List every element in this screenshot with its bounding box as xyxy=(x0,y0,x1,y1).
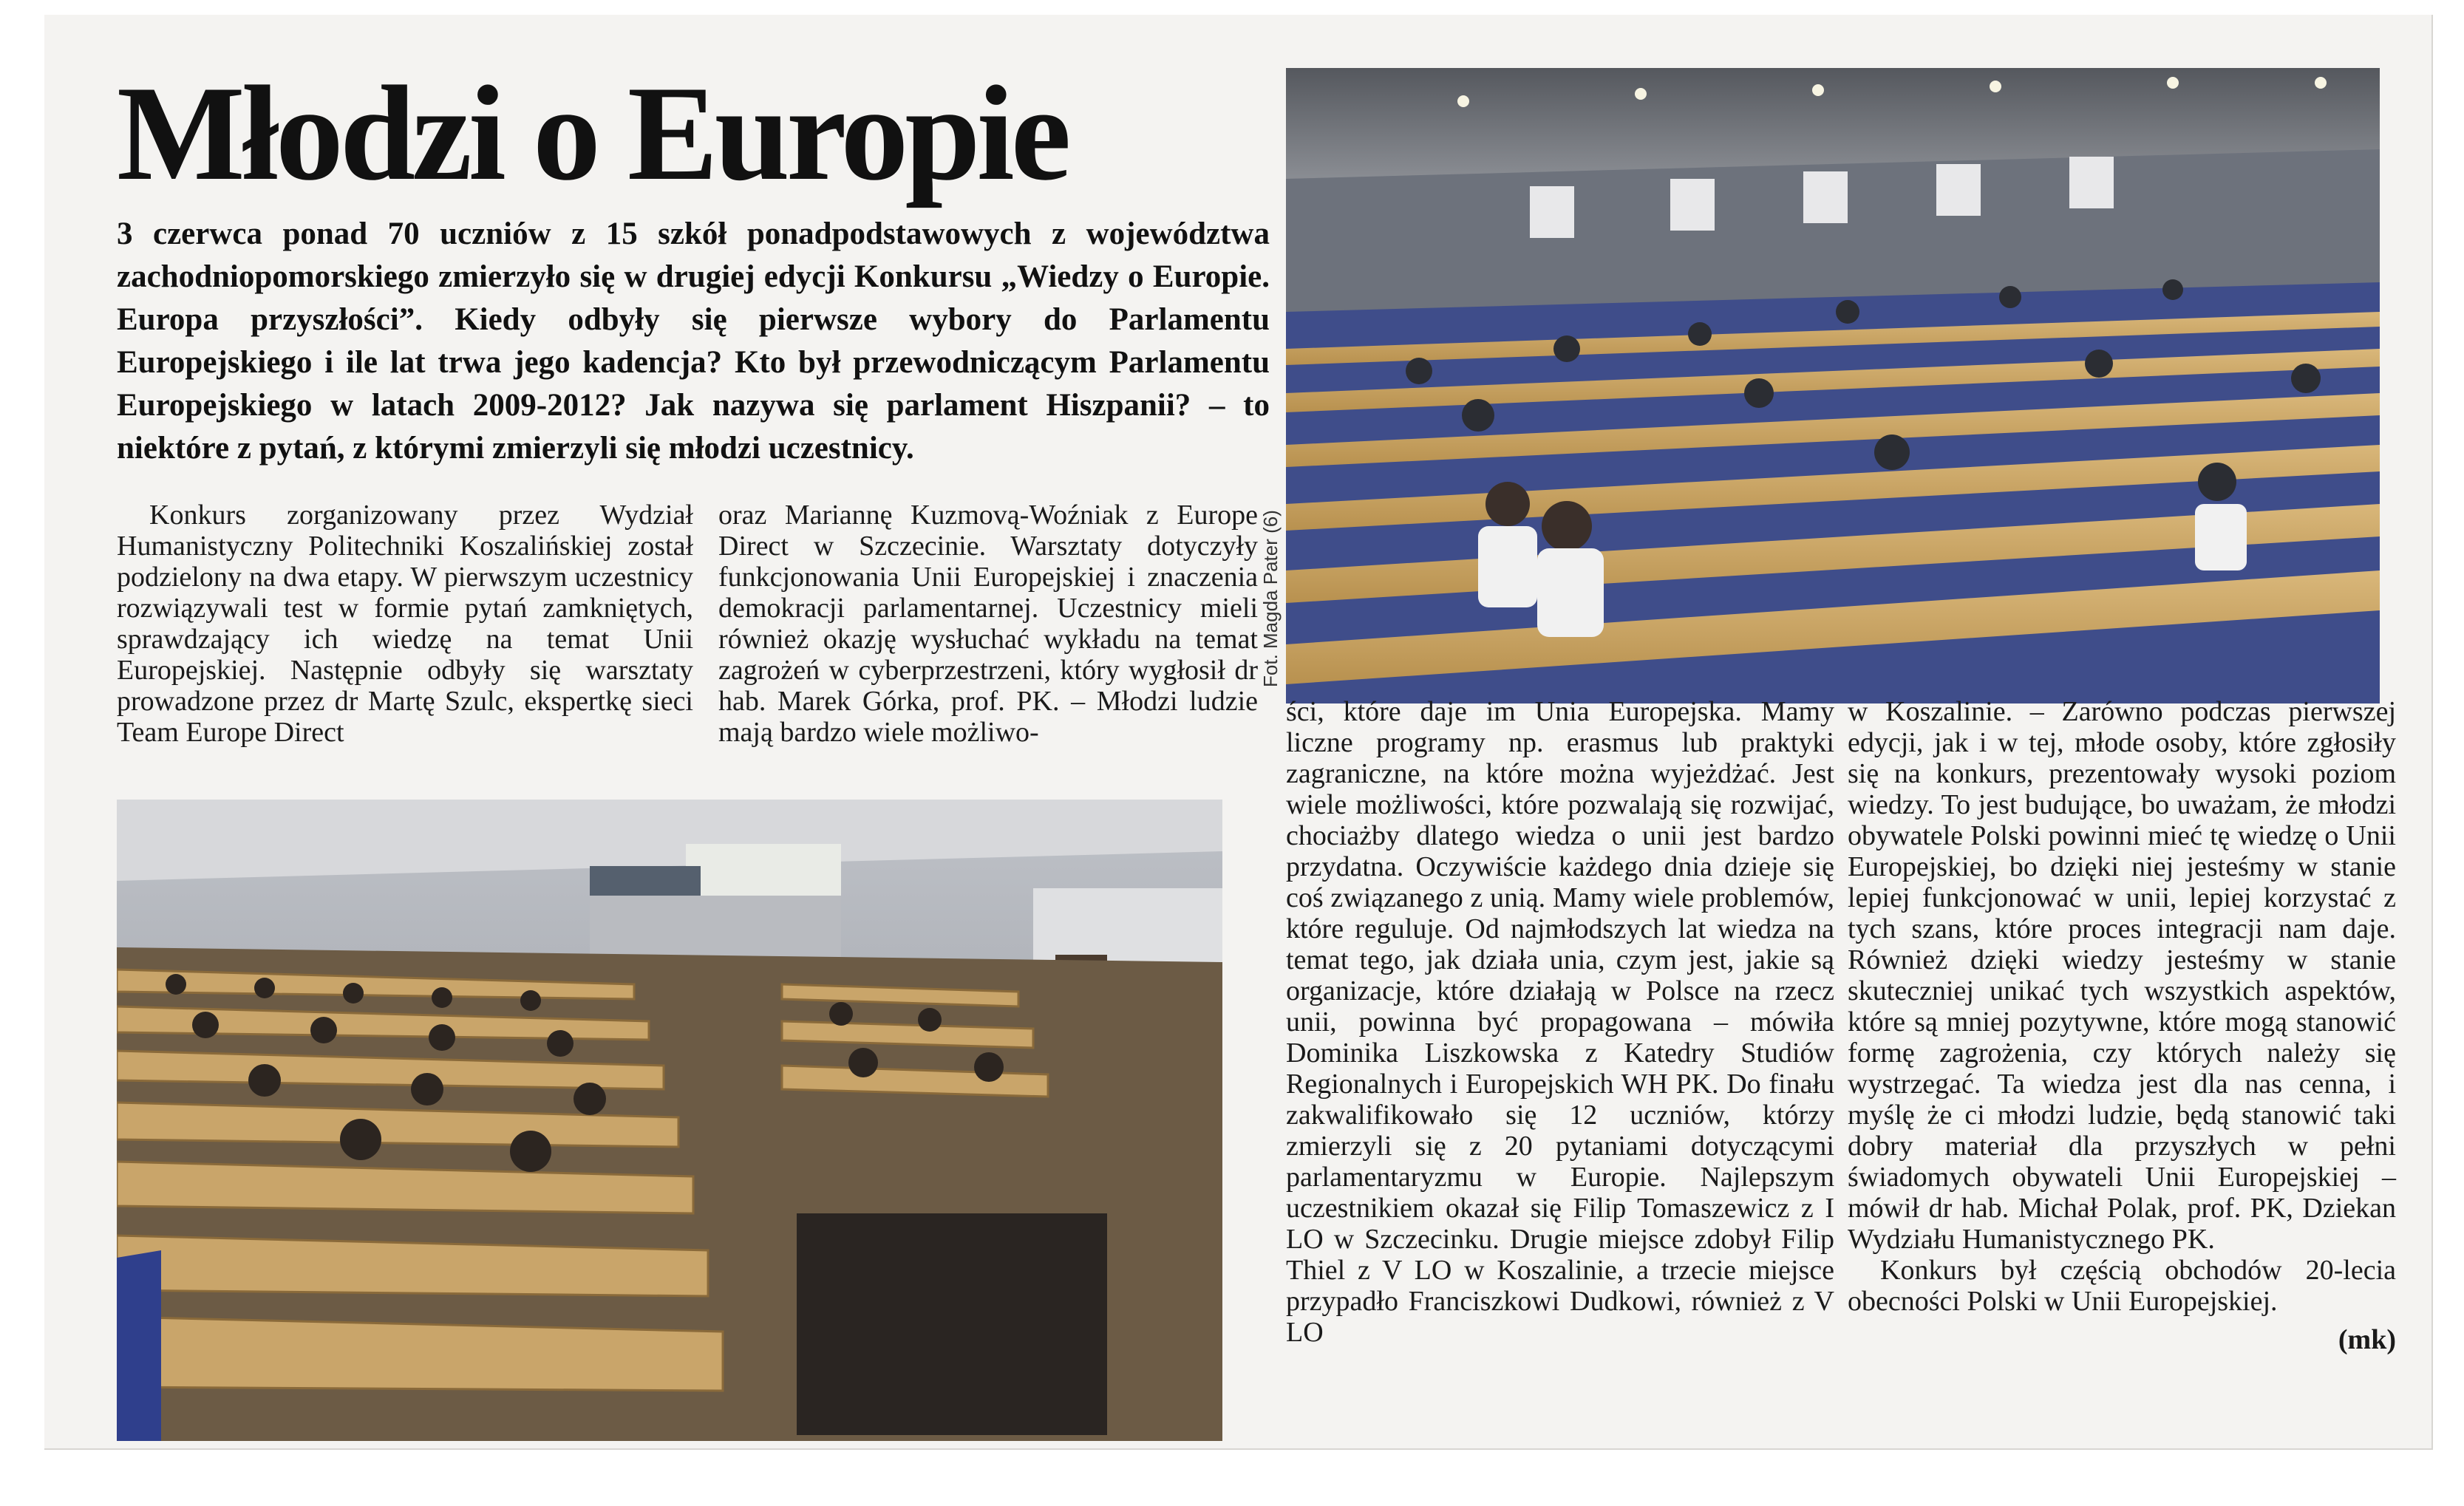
column-3-paragraph: ści, które daje im Unia Europejska. Mamy liczne programy np. erasmus lub praktyki zagraniczne, na które można wyjeżdżać. Jest wiele możliwości, które pozwalają się rozwijać, chociażby dlatego wiedza o unii jest bardzo przydatna. Oczywiście każdego dnia dzieje się coś związanego z unią. Mamy wiele problemów, które reguluje. Od najmłodszych lat wiedza na temat tego, jak działa unia, czym jest, jakie są organizacje, które działają w Polsce na rzecz unii, powinna być propagowana – mówiła Dominika Liszkowska z Katedry Studiów Regionalnych i Europejskich WH PK. Do finału zakwalifikowało się 12 uczniów, którzy zmierzyli się z 20 pytaniami dotyczącymi parlamentaryzmu w Europie. Najlepszym uczestnikiem okazał się Filip Tomaszewicz z I LO w Szczecinku. Drugie miejsce zdobył Filip Thiel z V LO w Koszalinie, a trzecie miejsce przypadło Franciszkowi Dudkowi, również z V LO xyxy=(1286,696,1834,1348)
article-column-4 xyxy=(1848,696,2396,1355)
author-signature: (mk) xyxy=(2338,1324,2396,1355)
column-4-paragraph: w Koszalinie. – Zarówno podczas pierwszej edycji, jak i w tej, młode osoby, które zgłosiły się na konkurs, prezentowały wysoki poziom wiedzy. To jest budujące, bo uważam, że młodzi obywatele Polski powinni mieć tę wiedzę o Unii Europejskiej, bo dzięki niej jesteśmy w stanie lepiej funkcjonować w unii, lepiej korzystać z tych szans, które proces integracji nam daje. Również dzięki wiedzy jesteśmy w stanie skuteczniej unikać tych wszystkich aspektów, które są mniej pozytywne, które mogą stanowić formę zagrożenia, czy których należy się wystrzegać. Ta wiedza jest dla nas cenna, i myślę że ci młodzi ludzie, będą stanowić taki dobry materiał dla przyszłych w pełni świadomych obywateli Unii Europejskiej – mówił dr hab. Michał Polak, prof. PK, Dziekan Wydziału Humanistycznego PK. xyxy=(1848,696,2396,1255)
auditorium-illustration xyxy=(117,800,1222,1441)
article-column-1 xyxy=(117,500,693,748)
photo-credit: Fot. Magda Pater (6) xyxy=(1259,510,1282,687)
article-column-2 xyxy=(718,500,1258,748)
lecture-hall-illustration xyxy=(1286,68,2380,703)
column-2-paragraph: oraz Mariannę Kuzmovą-Woźniak z Europe Direct w Szczecinie. Warsztaty dotyczyły funkcjonowania Unii Europejskiej i znaczenia demokracji parlamentarnej. Uczestnicy mieli również okazję wysłuchać wykładu na temat zagrożeń w cyberprzestrzeni, który wygłosił dr hab. Marek Górka, prof. PK. – Młodzi ludzie mają bardzo wiele możliwo- xyxy=(718,500,1258,748)
photo-lecture-hall xyxy=(1286,68,2380,703)
article-column-3 xyxy=(1286,696,1834,1348)
article-lead: 3 czerwca ponad 70 uczniów z 15 szkół ponadpodstawowych z województwa zachodniopomorskiego zmierzyło się w drugiej edycji Konkursu „Wiedzy o Europie. Europa przyszłości”. Kiedy odbyły się pierwsze wybory do Parlamentu Europejskiego i ile lat trwa jego kadencja? Kto był przewodniczącym Parlamentu Europejskiego w latach 2009-2012? Jak nazywa się parlament Hiszpanii? – to niektóre z pytań, z którymi zmierzyli się młodzi uczestnicy. xyxy=(117,217,1270,466)
article-headline: Młodzi o Europie xyxy=(117,58,1068,208)
newspaper-page xyxy=(44,15,2433,1450)
photo-auditorium xyxy=(117,800,1222,1441)
column-1-paragraph: Konkurs zorganizowany przez Wydział Humanistyczny Politechniki Koszalińskiej został podzielony na dwa etapy. W pierwszym uczestnicy rozwiązywali test w formie pytań zamkniętych, sprawdzający ich wiedzę na temat Unii Europejskiej. Następnie odbyły się warsztaty prowadzone przez dr Martę Szulc, ekspertkę sieci Team Europe Direct xyxy=(117,500,693,748)
column-4-paragraph-2: Konkurs był częścią obchodów 20-lecia obecności Polski w Unii Europejskiej. xyxy=(1848,1255,2396,1317)
